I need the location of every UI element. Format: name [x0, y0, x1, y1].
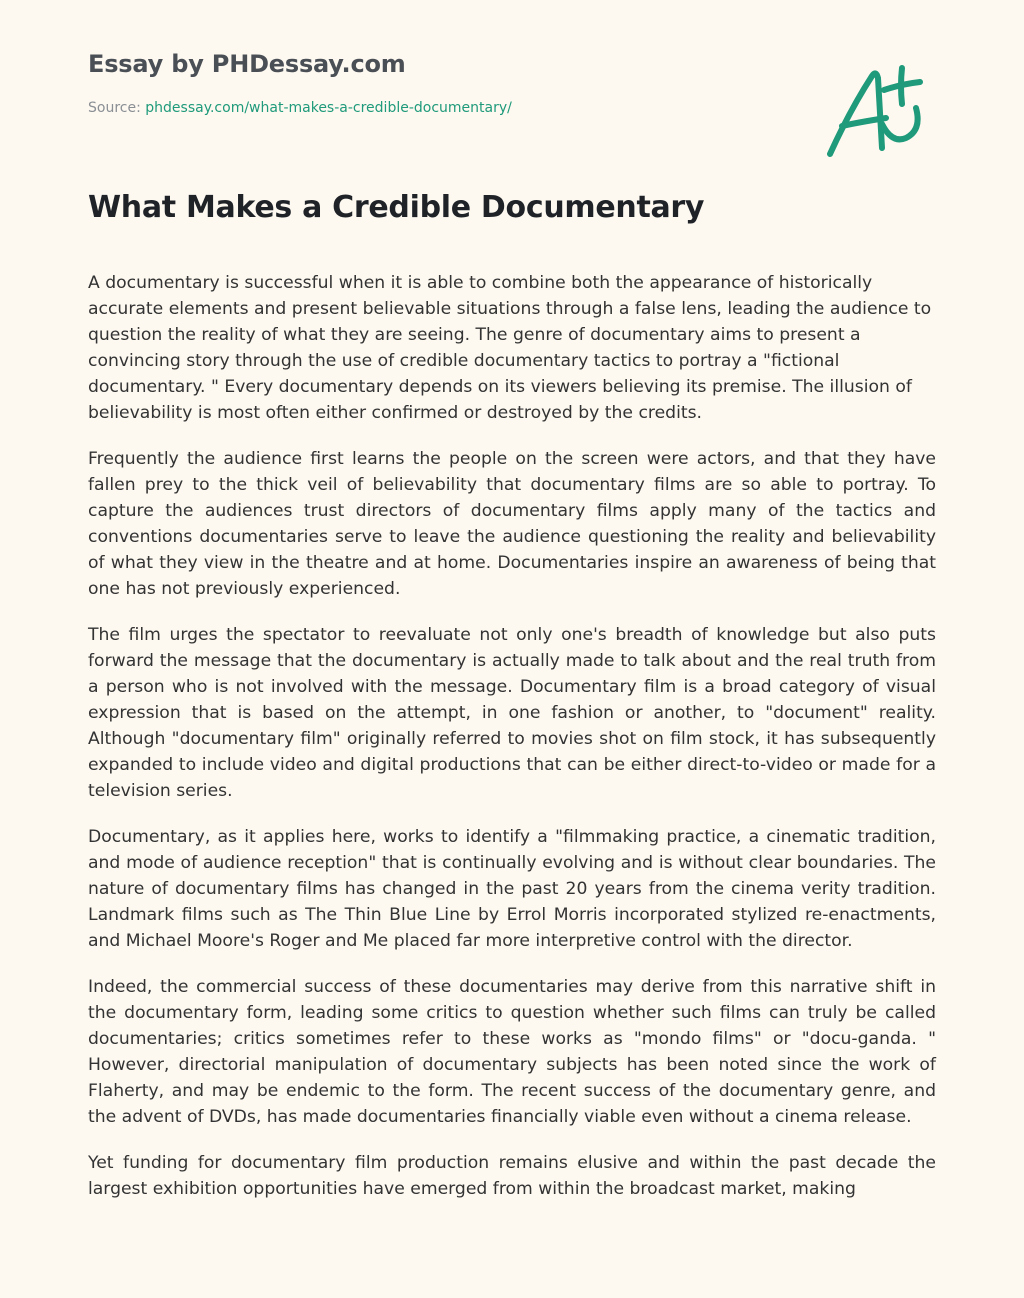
source-link[interactable]: phdessay.com/what-makes-a-credible-documentary/: [145, 100, 512, 116]
essay-paragraph: Indeed, the commercial success of these documentaries may derive from this narrative shift in the documentary form, leading some critics to question whether such films can truly be called documentaries; critics sometimes refer to these works as "mondo films" or "docu-ganda. " However, directorial manipulation of documentary subjects has been noted since the work of Flaherty, and may be endemic to the form. The recent success of the documentary genre, and the advent of DVDs, has made documentaries financially viable even without a cinema release.: [88, 977, 936, 1127]
essay-title: What Makes a Credible Documentary: [88, 190, 705, 225]
essay-body: [88, 270, 936, 1222]
a-plus-logo-icon: [820, 62, 930, 162]
essay-paragraph: Yet funding for documentary film production remains elusive and within the past decade the largest exhibition opportunities have emerged from within the broadcast market, making: [88, 1153, 936, 1199]
essay-paragraph: Documentary, as it applies here, works to identify a "filmmaking practice, a cinematic tradition, and mode of audience reception" that is continually evolving and is without clear boundaries. The nature of documentary films has changed in the past 20 years from the cinema verity tradition. Landmark films such as The Thin Blue Line by Errol Morris incorporated stylized re-enactments, and Michael Moore's Roger and Me placed far more interpretive control with the director.: [88, 827, 936, 951]
site-brand: Essay by PHDessay.com: [88, 50, 406, 78]
essay-paragraph: The film urges the spectator to reevaluate not only one's breadth of knowledge but also puts forward the message that the documentary is actually made to talk about and the real truth from a person who is not involved with the message. Documentary film is a broad category of visual expression that is based on the attempt, in one fashion or another, to "document" reality. Although "documentary film" originally referred to movies shot on film stock, it has subsequently expanded to include video and digital productions that can be either direct-to-video or made for a television series.: [88, 625, 936, 801]
essay-paragraph: Frequently the audience first learns the people on the screen were actors, and that they have fallen prey to the thick veil of believability that documentary films are so able to portray. To capture the audiences trust directors of documentary films apply many of the tactics and conventions documentaries serve to leave the audience questioning the reality and believability of what they view in the theatre and at home. Documentaries inspire an awareness of being that one has not previously experienced.: [88, 449, 936, 599]
source-label: Source:: [88, 100, 141, 116]
essay-paragraph: A documentary is successful when it is able to combine both the appearance of historically accurate elements and present believable situations through a false lens, leading the audience to question the reality of what they are seeing. The genre of documentary aims to present a convincing story through the use of credible documentary tactics to portray a "fictional documentary. " Every documentary depends on its viewers believing its premise. The illusion of believability is most often either confirmed or destroyed by the credits.: [88, 273, 932, 423]
header: [88, 50, 512, 116]
source-line: [88, 100, 512, 116]
